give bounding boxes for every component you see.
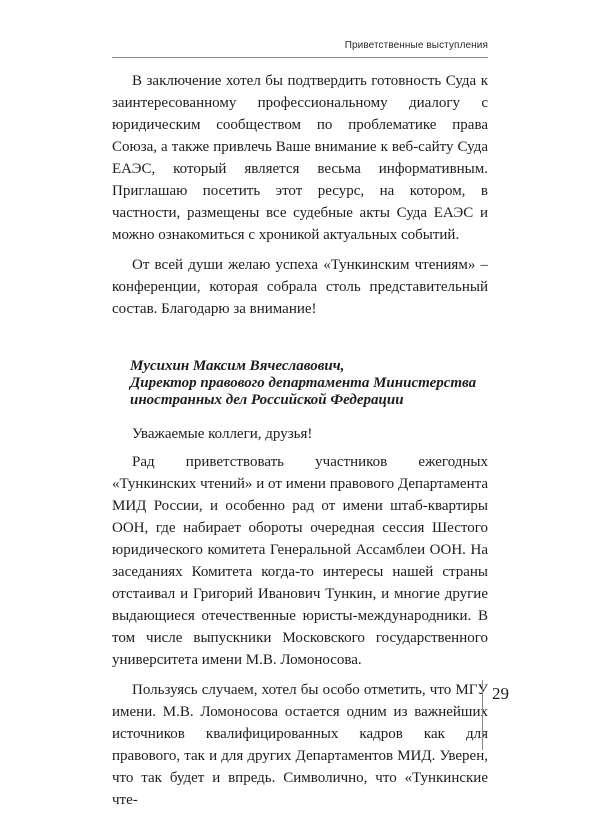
page-body [112,70,488,819]
page-number-divider [482,680,483,750]
header-divider [112,57,488,58]
paragraph: В заключение хотел бы подтвердить готовность Суда к заинтересованному профессиональному диалогу с юридическим сообществом по проблематике права Союза, а также привлечь Ваше внимание к веб-сайту Суда ЕАЭС, который является весьма информативным. Приглашаю посетить этот ресурс, на котором, в частности, размещены все судебные акты Суда ЕАЭС и можно ознакомиться с хроникой актуальных событий. [112,73,488,243]
paragraph: От всей души желаю успеха «Тункинским чтениям» – конференции, которая собрала столь представительный состав. Благодарю за внимание! [112,257,488,317]
speaker-position: иностранных дел Российской Федерации [130,392,404,408]
speaker-block [130,358,488,409]
paragraph: Пользуясь случаем, хотел бы особо отметить, что МГУ имени. М.В. Ломоносова остается одним из важнейших источников квалифицированных кадров как для правового, так и для других Департаментов МИД. Уверен, что так будет и впредь. Символично, что «Тункинские чте- [112,682,488,808]
page-number: 29 [492,684,509,703]
greeting: Уважаемые коллеги, друзья! [132,426,313,442]
paragraph: Рад приветствовать участников ежегодных «Тункинских чтений» и от имени правового Департамента МИД России, и особенно рад от имени штаб-квартиры ООН, где набирает обороты очередная сессия Шестого юридического комитета Генеральной Ассамблеи ООН. На заседаниях Комитета когда-то интересы нашей страны отстаивал и Григорий Иванович Тункин, и многие другие выдающиеся отечественные юристы-международники. В том числе выпускники Московского государственного университета имени М.В. Ломоносова. [112,454,488,668]
speaker-position: Директор правового департамента Министерства [130,375,477,391]
running-header: Приветственные выступления [344,40,488,51]
speaker-name: Мусихин Максим Вячеславович, [130,358,345,374]
